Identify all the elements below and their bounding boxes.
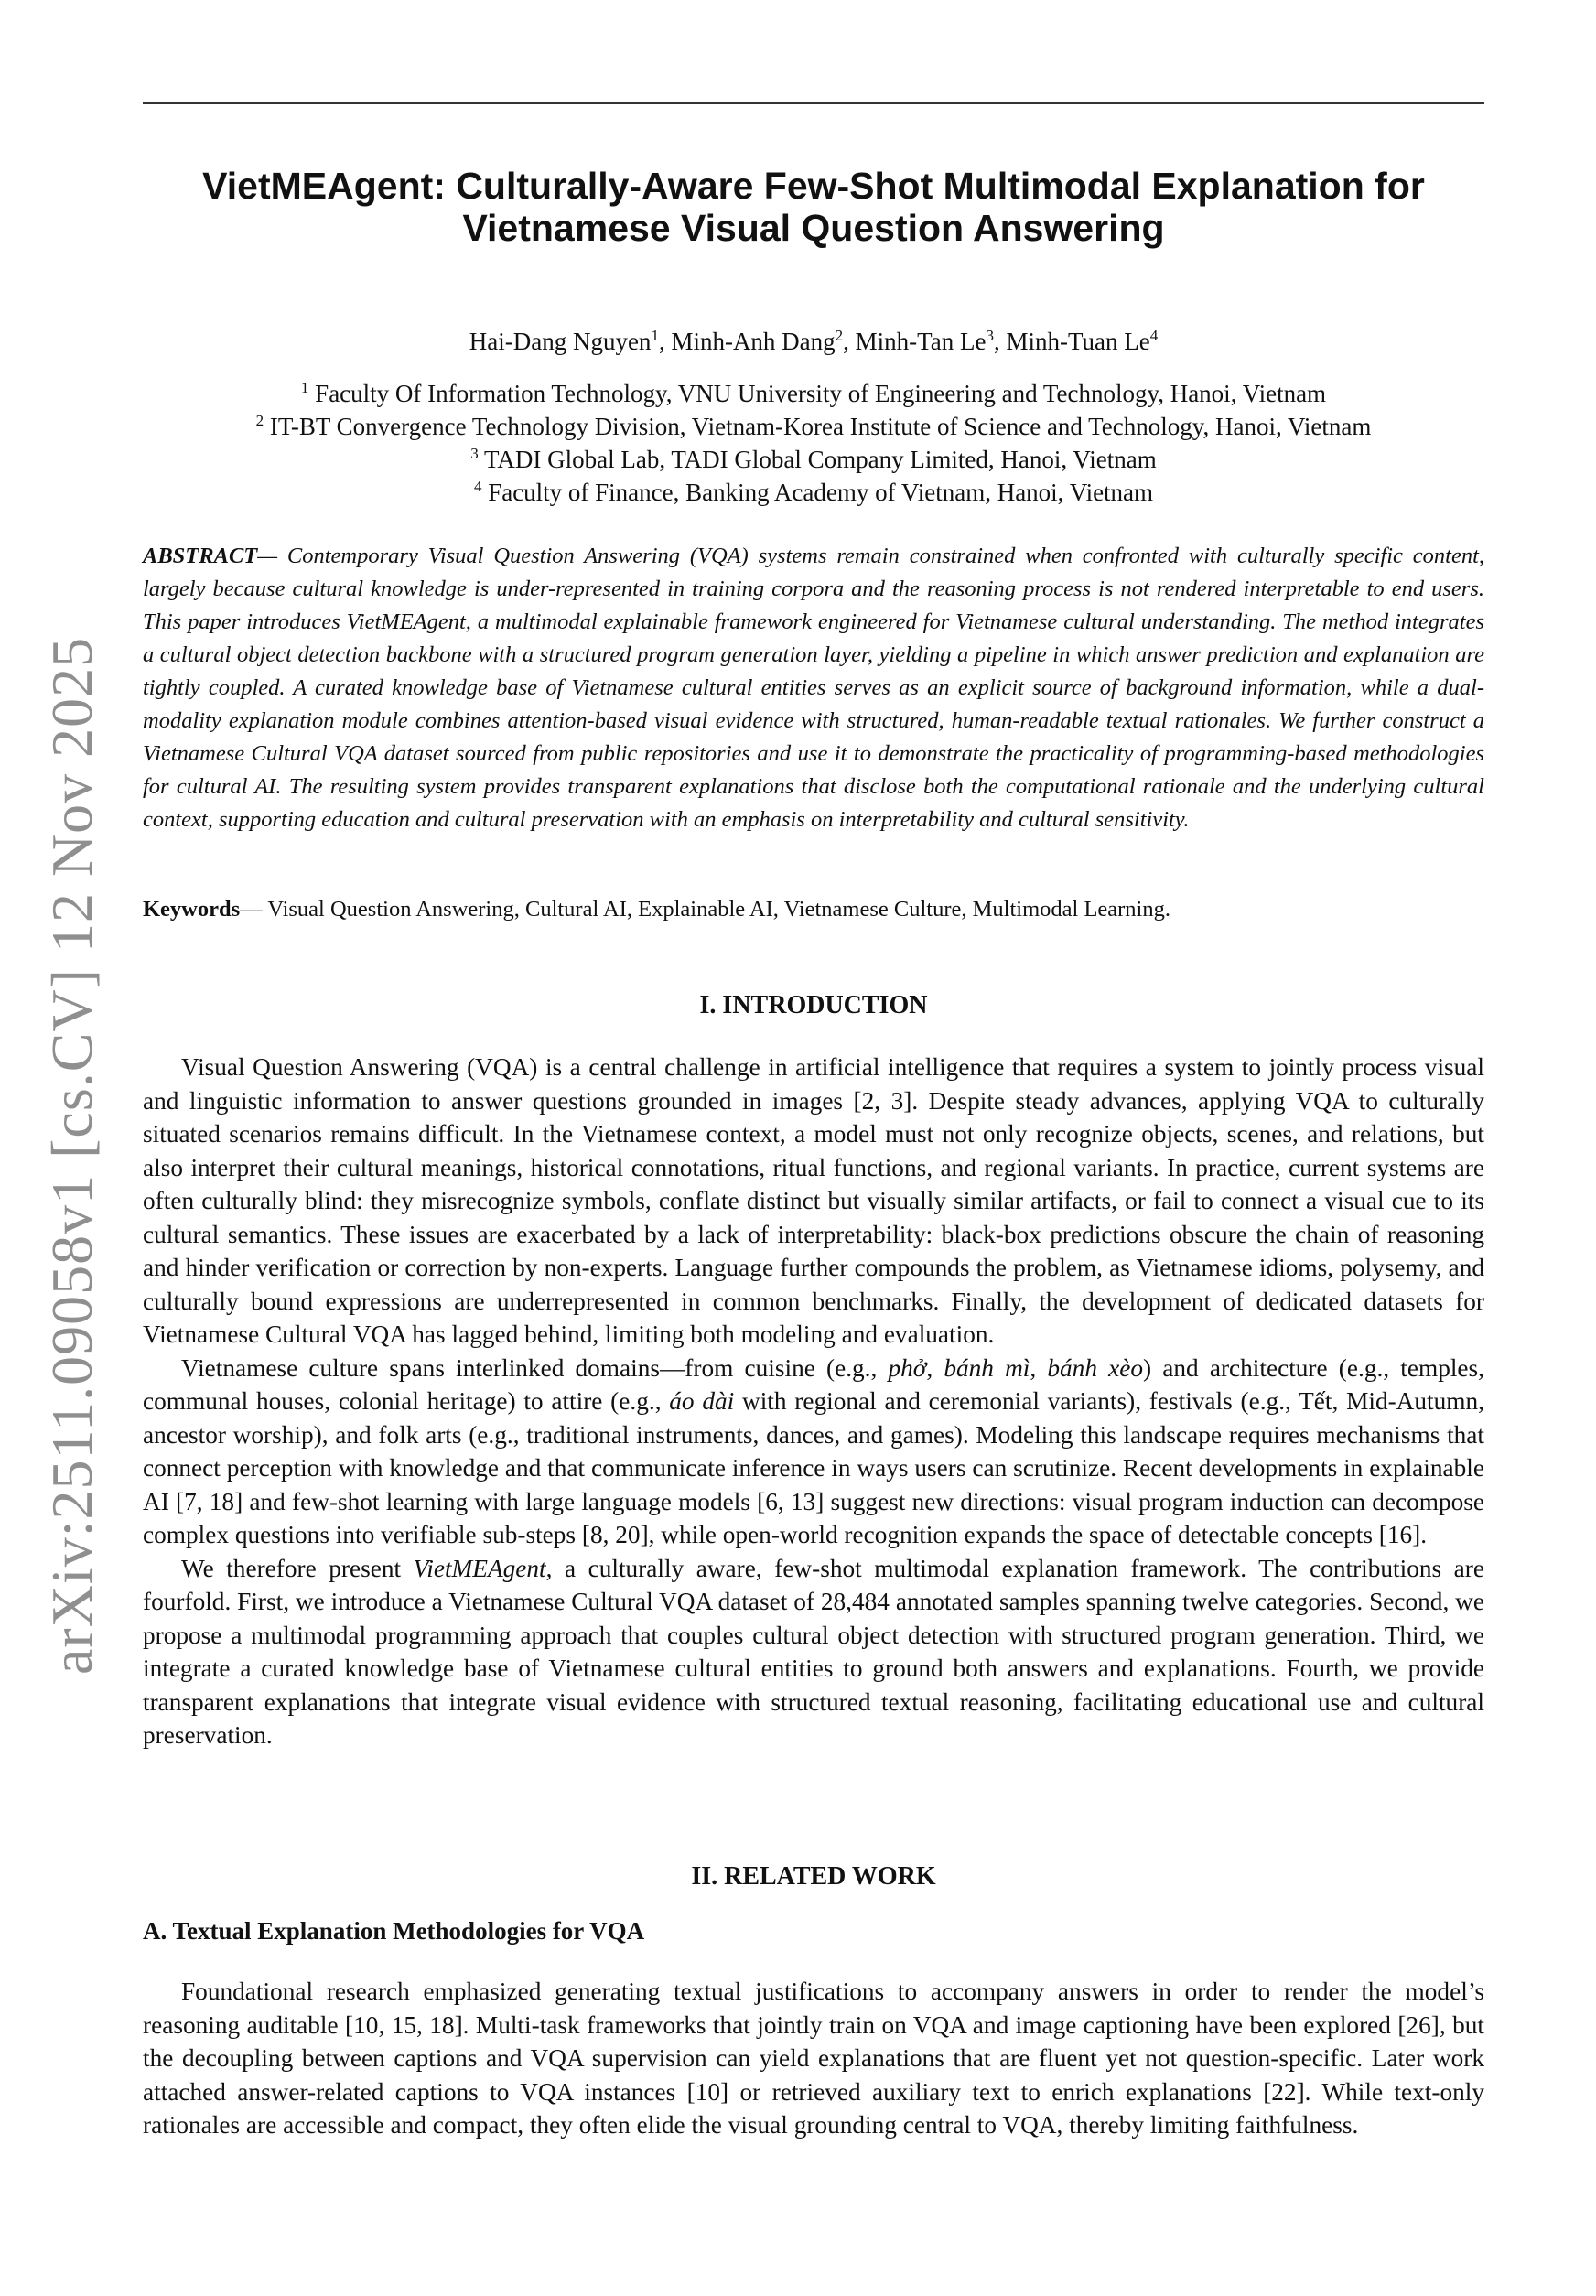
section-heading-introduction: I. INTRODUCTION xyxy=(699,991,928,1019)
affiliation-mark: 2 xyxy=(255,412,264,429)
affiliation-text: TADI Global Lab, TADI Global Company Limited, Hanoi, Vietnam xyxy=(484,446,1157,473)
author-list: Hai-Dang Nguyen$^1$, Minh-Anh Dang$^2$, Minh-Tan Le$^3$, Minh-Tuan Le$^4$ xyxy=(469,327,1159,355)
paragraph xyxy=(143,1352,1484,1552)
title-line-2: Vietnamese Visual Question Answering xyxy=(462,207,1165,249)
affiliation-mark: 1 xyxy=(300,379,309,396)
affiliation-text: IT-BT Convergence Technology Division, Vietnam-Korea Institute of Science and Technology, Hanoi, Vietnam xyxy=(269,413,1372,440)
arxiv-identifier[interactable]: arXiv:2511.09058v1 [cs.CV] 12 Nov 2025 xyxy=(39,636,104,1675)
affiliation-text: Faculty Of Information Technology, VNU University of Engineering and Technology, Hanoi, Vietnam xyxy=(315,380,1327,407)
author-name: Hai-Dang Nguyen xyxy=(469,328,652,355)
keywords-label: Keywords xyxy=(143,897,241,922)
author-mark: 2 xyxy=(835,327,844,344)
abstract xyxy=(143,540,1484,836)
affiliation xyxy=(143,476,1484,509)
header-rule xyxy=(143,102,1484,104)
paragraph: Foundational research emphasized generating textual justifications to accompany answers in order to render the model’s reasoning auditable [10, 15, 18]. Multi-task frameworks that jointly train on VQA and image captioning have been explored [26], but the decoupling between captions and VQA supervision can yield explanations that are fluent yet not question-specific. Later work attached answer-related captions to VQA instances [10] or retrieved auxiliary text to enrich explanations [22]. While text-only rationales are accessible and compact, they often elide the visual grounding central to VQA, thereby limiting faithfulness. xyxy=(143,1978,1484,2139)
affiliation xyxy=(143,443,1484,476)
text-run: , a culturally aware, few-shot multimodal explanation framework. The contributions are fourfold. First, we introduce a Vietnamese Cultural VQA dataset of 28,484 annotated samples spanning twelve categories. Second, we propose a multimodal programming approach that couples cultural object detection with structured program generation. Third, we integrate a curated knowledge base of Vietnamese cultural entities to ground both answers and explanations. Fourth, we provide transparent explanations that integrate visual evidence with structured textual reasoning, facilitating educational use and cultural preservation. xyxy=(143,1554,1484,1749)
paragraph xyxy=(143,1552,1484,1752)
introduction-body xyxy=(143,1051,1484,1752)
title-line-1: VietMEAgent: Culturally-Aware Few-Shot Multimodal Explanation for xyxy=(202,165,1425,207)
text-run: ) and architecture (e.g., temples, communal houses, colonial heritage) to attire (e.g., xyxy=(143,1353,1484,1415)
text-run: We therefore present xyxy=(181,1554,414,1582)
author-mark: 3 xyxy=(986,327,994,344)
affiliation-mark: 4 xyxy=(473,478,482,495)
text-run: with regional and ceremonial variants), festivals (e.g., Tết, Mid-Autumn, ancestor worship), and folk arts (e.g., traditional instruments, dances, and games). Modeling this landscape requires mechanisms that connect perception with knowledge and that communicate inference in ways users can scrutinize. Recent developments in explainable AI [7, 18] and few-shot learning with large language models [6, 13] suggest new directions: visual program induction can decompose complex questions into verifiable sub-steps [8, 20], while open-world recognition expands the space of detectable concepts [16]. xyxy=(143,1387,1484,1548)
paragraph: Visual Question Answering (VQA) is a central challenge in artificial intelligence that requires a system to jointly process visual and linguistic information to answer questions grounded in images [2, 3]. Despite steady advances, applying VQA to culturally situated scenarios remains difficult. In the Vietnamese context, a model must not only recognize objects, scenes, and relations, but also interpret their cultural meanings, historical connotations, ritual functions, and regional variants. In practice, current systems are often culturally blind: they misrecognize symbols, conflate distinct but visually similar artifacts, or fail to connect a visual cue to its cultural semantics. These issues are exacerbated by a lack of interpretability: black-box predictions obscure the chain of reasoning and hinder verification or correction by non-experts. Language further compounds the problem, as Vietnamese idioms, polysemy, and culturally bound expressions are underrepresented in common benchmarks. Finally, the development of dedicated datasets for Vietnamese Cultural VQA has lagged behind, limiting both modeling and evaluation. xyxy=(143,1053,1484,1348)
subsection-heading: A. Textual Explanation Methodologies for VQA xyxy=(143,1917,645,1945)
abstract-label: ABSTRACT xyxy=(143,544,258,568)
abstract-text: — Contemporary Visual Question Answering (VQA) systems remain constrained when confronted with culturally specific content, largely because cultural knowledge is under-represented in training corpora and the reasoning process is not rendered interpretable to end users. This paper introduces VietMEAgent, a multimodal explainable framework engineered for Vietnamese cultural understanding. The method integrates a cultural object detection backbone with a structured program generation layer, yielding a pipeline in which answer prediction and explanation are tightly coupled. A curated knowledge base of Vietnamese cultural entities serves as an explicit source of background information, while a dual-modality explanation module combines attention-based visual evidence with structured, human-readable textual rationales. We further construct a Vietnamese Cultural VQA dataset sourced from public repositories and use it to demonstrate the practicality of programming-based methodologies for cultural AI. The resulting system provides transparent explanations that disclose both the computational rationale and the underlying cultural context, supporting education and cultural preservation with an emphasis on interpretability and cultural sensitivity. xyxy=(143,544,1484,832)
emphasis-text: bánh mì xyxy=(944,1353,1030,1382)
keywords xyxy=(143,893,1484,926)
section-heading-related-work: II. RELATED WORK xyxy=(691,1862,936,1891)
paper-title xyxy=(143,165,1484,249)
author-name: Minh-Anh Dang xyxy=(671,328,836,355)
keywords-text: — Visual Question Answering, Cultural AI, Explainable AI, Vietnamese Culture, Multimodal Learning. xyxy=(240,897,1170,922)
text-run: , xyxy=(1030,1353,1048,1382)
emphasis-text: phở xyxy=(888,1353,927,1382)
affiliation-text: Faculty of Finance, Banking Academy of Vietnam, Hanoi, Vietnam xyxy=(488,479,1154,506)
affiliation xyxy=(143,410,1484,443)
emphasis-text: VietMEAgent xyxy=(413,1554,546,1582)
text-run: Vietnamese culture spans interlinked domains—from cuisine (e.g., xyxy=(181,1353,889,1382)
affiliation xyxy=(143,377,1484,410)
author-mark: 1 xyxy=(651,327,659,344)
emphasis-text: bánh xèo xyxy=(1047,1353,1144,1382)
related-work-body xyxy=(143,1975,1484,2142)
text-run: , xyxy=(926,1353,944,1382)
author-name: Minh-Tan Le xyxy=(855,328,987,355)
emphasis-text: áo dài xyxy=(669,1387,735,1415)
author-mark: 4 xyxy=(1149,327,1159,344)
affiliation-list xyxy=(143,377,1484,509)
affiliation-mark: 3 xyxy=(470,445,479,462)
author-name: Minh-Tuan Le xyxy=(1006,328,1150,355)
